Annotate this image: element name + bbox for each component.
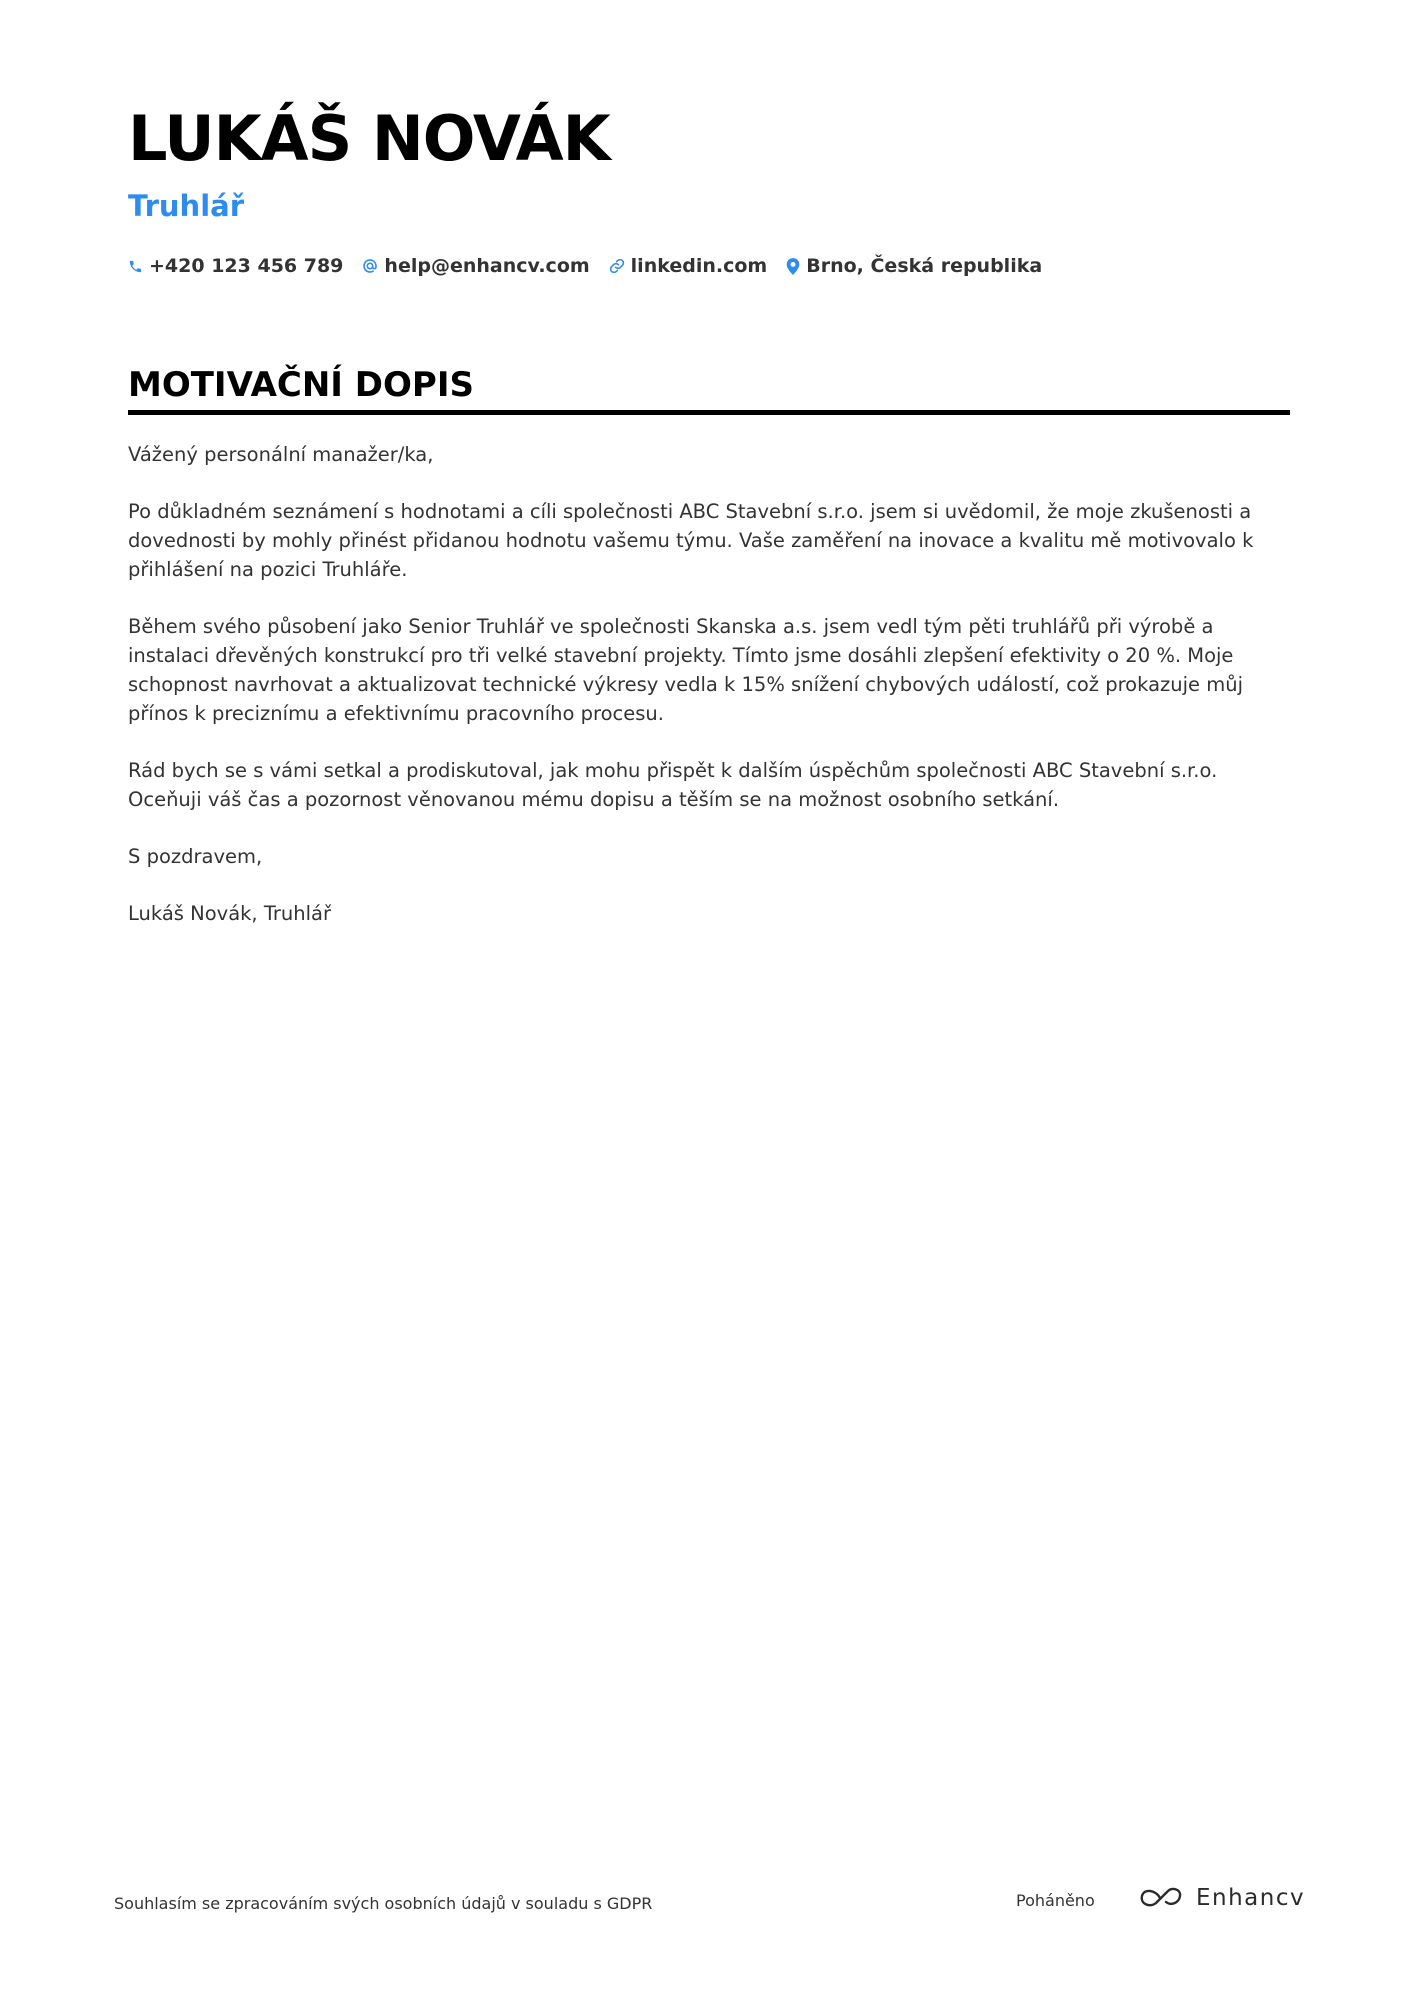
letter-greeting: Vážený personální manažer/ka,: [128, 443, 434, 466]
powered-by-label: Poháněno: [1016, 1891, 1095, 1910]
contact-linkedin-text[interactable]: linkedin.com: [630, 255, 768, 277]
phone-icon: [128, 259, 143, 274]
letter-body: [128, 440, 1290, 956]
letter-signature: Lukáš Novák, Truhlář: [128, 902, 331, 925]
enhancv-brand-name: Enhancv: [1196, 1885, 1306, 1911]
job-title: Truhlář: [128, 189, 244, 223]
letter-paragraph-1: Po důkladném seznámení s hodnotami a cíli společnosti ABC Stavební s.r.o. jsem si uvědomil, že moje zkušenosti a dovednosti by mohly přinést přidanou hodnotu vašemu týmu. Vaše zaměření na inovace a kvalitu mě motivovalo k přihlášení na pozici Truhláře.: [128, 500, 1254, 581]
enhancv-logo-icon: [1138, 1885, 1184, 1911]
contact-location-text: Brno, Česká republika: [806, 255, 1043, 277]
contact-linkedin[interactable]: [609, 255, 768, 277]
gdpr-consent: Souhlasím se zpracováním svých osobních údajů v souladu s GDPR: [114, 1894, 653, 1913]
candidate-name: LUKÁŠ NOVÁK: [128, 102, 610, 175]
location-pin-icon: [786, 258, 800, 275]
letter-paragraph-2: Během svého působení jako Senior Truhlář ve společnosti Skanska a.s. jsem vedl tým pěti truhlářů při výrobě a instalaci dřevěných konstrukcí pro tři velké stavební projekty. Tímto jsme dosáhli zlepšení efektivity o 20 %. Moje schopnost navrhovat a aktualizovat technické výkresy vedla k 15% snížení chybových událostí, což prokazuje můj přínos k preciznímu a efektivnímu pracovního procesu.: [128, 615, 1243, 725]
contact-phone: [128, 255, 343, 277]
letter-paragraph-3: Rád bych se s vámi setkal a prodiskutoval, jak mohu přispět k dalším úspěchům společnosti ABC Stavební s.r.o. Oceňuji váš čas a pozornost věnovanou mému dopisu a těším se na možnost osobního setkání.: [128, 759, 1218, 811]
contact-bar: [128, 255, 1042, 277]
letter-closing: S pozdravem,: [128, 845, 263, 868]
section-title: MOTIVAČNÍ DOPIS: [128, 365, 474, 405]
section-divider: [128, 410, 1290, 415]
contact-email-text[interactable]: help@enhancv.com: [384, 255, 590, 277]
contact-phone-text: +420 123 456 789: [149, 255, 344, 277]
enhancv-logo[interactable]: [1138, 1885, 1305, 1911]
contact-email[interactable]: [362, 255, 589, 277]
at-icon: [362, 258, 378, 274]
link-icon: [609, 258, 625, 274]
contact-location: [786, 255, 1042, 277]
